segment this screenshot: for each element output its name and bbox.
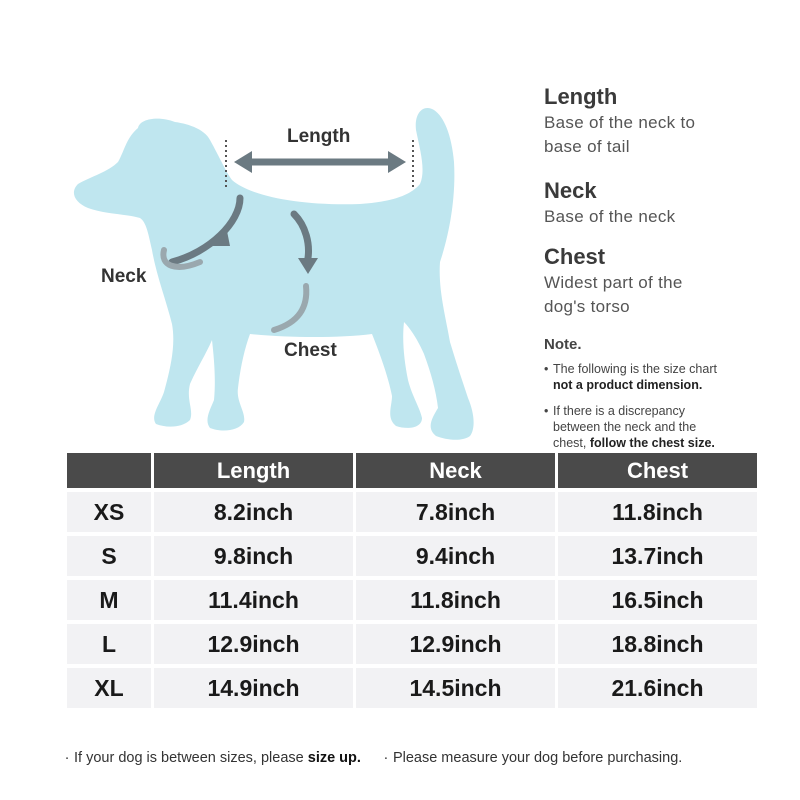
- table-cell-neck: 14.5inch: [356, 668, 555, 708]
- table-row: [67, 668, 757, 708]
- note-item-2-text-2: between the neck and the: [553, 420, 697, 434]
- footer-note-2-text: Please measure your dog before purchasing.: [392, 750, 683, 766]
- footer-note-1-text: If your dog is between sizes, please: [74, 750, 304, 766]
- note-title: Note.: [544, 336, 582, 353]
- table-cell-length: 14.9inch: [154, 668, 353, 708]
- table-cell-neck: 11.8inch: [356, 580, 555, 620]
- footer-notes: [60, 750, 780, 766]
- footer-bullet-2: ·: [383, 750, 389, 766]
- note-item-1: [544, 361, 794, 393]
- legend-chest-title: Chest: [544, 244, 606, 269]
- footer-note-1-bold: size up.: [307, 750, 361, 766]
- measurement-legend: [544, 84, 794, 334]
- note-item-2-text-1: If there is a discrepancy: [553, 404, 686, 418]
- table-cell-length: 11.4inch: [154, 580, 353, 620]
- legend-length-desc-1: Base of the neck to: [544, 113, 696, 132]
- table-cell-chest: 16.5inch: [558, 580, 757, 620]
- table-cell-neck: 9.4inch: [356, 536, 555, 576]
- table-cell-chest: 13.7inch: [558, 536, 757, 576]
- table-cell-size: XL: [67, 668, 151, 708]
- dog-silhouette-icon: [0, 0, 530, 450]
- table-header-row: [67, 453, 757, 488]
- legend-length: [544, 84, 794, 158]
- table-row: [67, 580, 757, 620]
- table-cell-chest: 18.8inch: [558, 624, 757, 664]
- table-cell-size: M: [67, 580, 151, 620]
- table-row: [67, 492, 757, 532]
- footer-note-size-up: [60, 750, 361, 766]
- legend-chest-desc-2: dog's torso: [544, 297, 630, 316]
- note-section: [544, 336, 794, 461]
- table-row: [67, 536, 757, 576]
- chest-diagram-label: Chest: [284, 340, 337, 361]
- table-cell-size: S: [67, 536, 151, 576]
- note-item-2-bold: follow the chest size.: [589, 436, 715, 450]
- legend-length-title: Length: [544, 84, 618, 109]
- note-item-1-text: The following is the size chart: [553, 362, 717, 376]
- length-diagram-label: Length: [287, 126, 351, 147]
- table-header-length: Length: [154, 453, 353, 488]
- table-header-size: [67, 453, 151, 488]
- neck-diagram-label: Neck: [101, 266, 147, 287]
- table-cell-length: 8.2inch: [154, 492, 353, 532]
- note-item-2: [544, 403, 794, 451]
- legend-chest: [544, 244, 794, 318]
- table-cell-size: L: [67, 624, 151, 664]
- size-chart-table: [67, 453, 757, 708]
- legend-neck-desc-1: Base of the neck: [544, 207, 676, 226]
- note-bullet-1: •: [544, 362, 549, 376]
- legend-neck: [544, 178, 794, 228]
- table-cell-chest: 21.6inch: [558, 668, 757, 708]
- legend-length-desc-2: base of tail: [544, 137, 630, 156]
- table-cell-size: XS: [67, 492, 151, 532]
- table-cell-chest: 11.8inch: [558, 492, 757, 532]
- legend-chest-desc-1: Widest part of the: [544, 273, 683, 292]
- table-row: [67, 624, 757, 664]
- length-arrow-head-right: [388, 151, 406, 173]
- table-cell-neck: 12.9inch: [356, 624, 555, 664]
- note-bullet-2: •: [544, 404, 549, 418]
- table-header-neck: Neck: [356, 453, 555, 488]
- table-header-chest: Chest: [558, 453, 757, 488]
- length-arrow-head-left: [234, 151, 252, 173]
- table-cell-neck: 7.8inch: [356, 492, 555, 532]
- note-item-1-bold: not a product dimension.: [553, 378, 703, 392]
- footer-bullet-1: ·: [64, 750, 70, 766]
- note-item-2-text-3: chest,: [553, 436, 587, 450]
- table-cell-length: 12.9inch: [154, 624, 353, 664]
- footer-note-measure: [379, 750, 682, 766]
- legend-neck-title: Neck: [544, 178, 597, 203]
- table-cell-length: 9.8inch: [154, 536, 353, 576]
